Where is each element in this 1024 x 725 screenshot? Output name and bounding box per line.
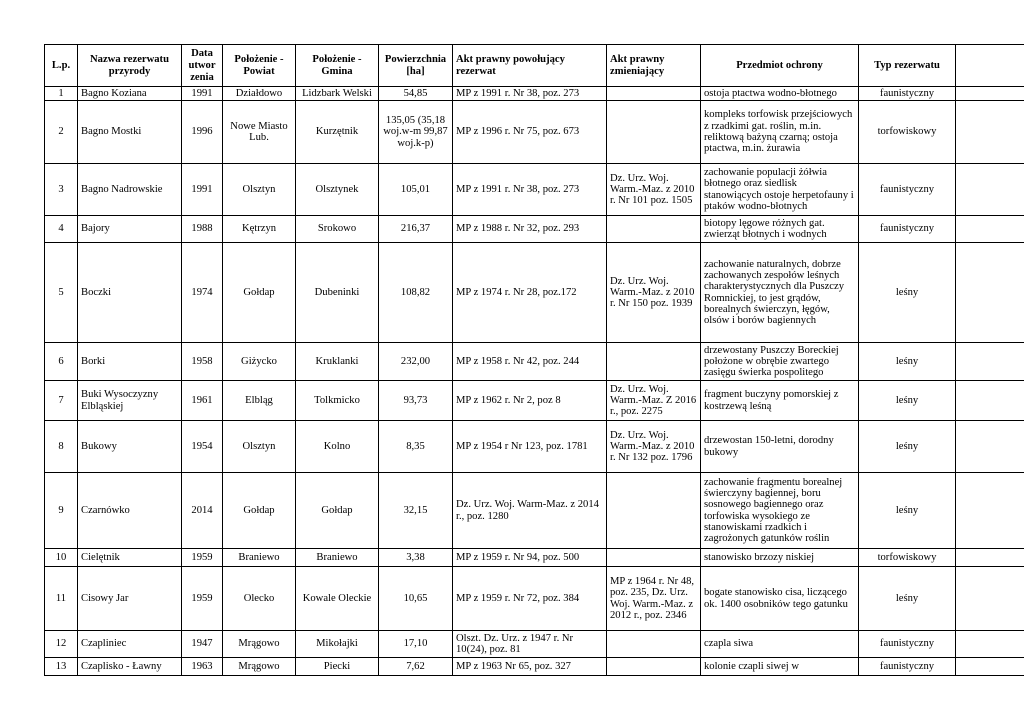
cell-data: 1963: [182, 658, 223, 676]
cell-lp: 3: [45, 164, 78, 216]
table-row: [45, 549, 1024, 567]
cell-przedmiot: fragment buczyny pomorskiej z kostrzewą leśną: [701, 381, 859, 421]
cell-nazwa: Bajory: [78, 216, 182, 243]
cell-przedmiot: bogate stanowisko cisa, liczącego ok. 1400 osobników tego gatunku: [701, 567, 859, 631]
cell-lp: 13: [45, 658, 78, 676]
cell-akt: MP z 1963 Nr 65, poz. 327: [453, 658, 607, 676]
cell-przedmiot: drzewostany Puszczy Boreckiej położone w obrębie zwartego zasięgu świerka pospolitego: [701, 343, 859, 381]
cell-extra: [956, 87, 1024, 101]
table-row: [45, 658, 1024, 676]
cell-extra: [956, 658, 1024, 676]
cell-akt: MP z 1991 r. Nr 38, poz. 273: [453, 164, 607, 216]
cell-akt-zmieniajacy: Dz. Urz. Woj. Warm.-Maz. z 2010 r. Nr 150 poz. 1939: [607, 243, 701, 343]
cell-gmina: Kurzętnik: [296, 101, 379, 164]
cell-nazwa: Buki Wysoczyzny Elbląskiej: [78, 381, 182, 421]
cell-typ: faunistyczny: [859, 658, 956, 676]
cell-gmina: Kowale Oleckie: [296, 567, 379, 631]
cell-powiat: Braniewo: [223, 549, 296, 567]
cell-akt: MP z 1958 r. Nr 42, poz. 244: [453, 343, 607, 381]
cell-akt-zmieniajacy: [607, 658, 701, 676]
cell-typ: leśny: [859, 473, 956, 549]
cell-extra: [956, 216, 1024, 243]
cell-nazwa: Czaplisko - Ławny: [78, 658, 182, 676]
cell-gmina: Mikołajki: [296, 631, 379, 658]
cell-extra: [956, 631, 1024, 658]
cell-przedmiot: zachowanie populacji żółwia błotnego oraz siedlisk stanowiących ostoje herpetofauny i ptaków wodno-błotnych: [701, 164, 859, 216]
cell-akt-zmieniajacy: Dz. Urz. Woj. Warm.-Maz. z 2010 r. Nr 132 poz. 1796: [607, 421, 701, 473]
header-akt: Akt prawny powołujący rezerwat: [453, 45, 607, 87]
header-przedmiot: Przedmiot ochrony: [701, 45, 859, 87]
cell-lp: 11: [45, 567, 78, 631]
header-powiat: Położenie - Powiat: [223, 45, 296, 87]
cell-lp: 4: [45, 216, 78, 243]
header-nazwa: Nazwa rezerwatu przyrody: [78, 45, 182, 87]
cell-akt-zmieniajacy: Dz. Urz. Woj. Warm.-Maz. Z 2016 r., poz. 2275: [607, 381, 701, 421]
header-powierzchnia: Powierzchnia [ha]: [379, 45, 453, 87]
cell-powierzchnia: 105,01: [379, 164, 453, 216]
reserves-table: [44, 44, 1024, 676]
cell-data: 1991: [182, 87, 223, 101]
cell-akt-zmieniajacy: [607, 216, 701, 243]
cell-lp: 2: [45, 101, 78, 164]
cell-powiat: Gołdap: [223, 243, 296, 343]
cell-przedmiot: kolonie czapli siwej w: [701, 658, 859, 676]
cell-extra: [956, 101, 1024, 164]
cell-powierzchnia: 93,73: [379, 381, 453, 421]
cell-akt: Dz. Urz. Woj. Warm-Maz. z 2014 r., poz. 1280: [453, 473, 607, 549]
cell-typ: torfowiskowy: [859, 549, 956, 567]
cell-gmina: Srokowo: [296, 216, 379, 243]
cell-powiat: Olsztyn: [223, 164, 296, 216]
cell-data: 1996: [182, 101, 223, 164]
cell-data: 1947: [182, 631, 223, 658]
cell-akt: MP z 1974 r. Nr 28, poz.172: [453, 243, 607, 343]
cell-przedmiot: zachowanie naturalnych, dobrze zachowanych zespołów leśnych charakterystycznych dla Puszczy Romnickiej, to jest grądów, borealnych świerczyn, łęgów, olsów i borów bagiennych: [701, 243, 859, 343]
cell-przedmiot: stanowisko brzozy niskiej: [701, 549, 859, 567]
cell-przedmiot: drzewostan 150-letni, dorodny bukowy: [701, 421, 859, 473]
table-row: [45, 87, 1024, 101]
cell-powierzchnia: 216,37: [379, 216, 453, 243]
cell-data: 1991: [182, 164, 223, 216]
cell-typ: faunistyczny: [859, 164, 956, 216]
cell-gmina: Tolkmicko: [296, 381, 379, 421]
cell-powierzchnia: 135,05 (35,18 woj.w-m 99,87 woj.k-p): [379, 101, 453, 164]
cell-powierzchnia: 108,82: [379, 243, 453, 343]
cell-extra: [956, 343, 1024, 381]
cell-extra: [956, 381, 1024, 421]
cell-nazwa: Czapliniec: [78, 631, 182, 658]
cell-nazwa: Boczki: [78, 243, 182, 343]
cell-gmina: Kruklanki: [296, 343, 379, 381]
cell-akt-zmieniajacy: [607, 549, 701, 567]
cell-powierzchnia: 7,62: [379, 658, 453, 676]
cell-gmina: Olsztynek: [296, 164, 379, 216]
table-row: [45, 101, 1024, 164]
cell-przedmiot: biotopy lęgowe różnych gat. zwierząt błotnych i wodnych: [701, 216, 859, 243]
cell-data: 1959: [182, 567, 223, 631]
cell-typ: torfowiskowy: [859, 101, 956, 164]
header-akt-zm: Akt prawny zmieniający: [607, 45, 701, 87]
cell-powierzchnia: 232,00: [379, 343, 453, 381]
cell-lp: 12: [45, 631, 78, 658]
table-body: [45, 87, 1024, 676]
cell-lp: 8: [45, 421, 78, 473]
cell-powierzchnia: 32,15: [379, 473, 453, 549]
header-extra: [956, 45, 1024, 87]
cell-akt-zmieniajacy: [607, 101, 701, 164]
cell-nazwa: Bagno Mostki: [78, 101, 182, 164]
cell-przedmiot: ostoja ptactwa wodno-błotnego: [701, 87, 859, 101]
cell-lp: 1: [45, 87, 78, 101]
cell-powiat: Gołdap: [223, 473, 296, 549]
cell-data: 1958: [182, 343, 223, 381]
cell-powiat: Elbląg: [223, 381, 296, 421]
cell-gmina: Lidzbark Welski: [296, 87, 379, 101]
cell-gmina: Dubeninki: [296, 243, 379, 343]
table-row: [45, 164, 1024, 216]
cell-akt-zmieniajacy: [607, 343, 701, 381]
cell-akt: MP z 1991 r. Nr 38, poz. 273: [453, 87, 607, 101]
cell-gmina: Piecki: [296, 658, 379, 676]
cell-lp: 6: [45, 343, 78, 381]
cell-lp: 5: [45, 243, 78, 343]
cell-lp: 10: [45, 549, 78, 567]
header-typ: Typ rezerwatu: [859, 45, 956, 87]
cell-typ: leśny: [859, 343, 956, 381]
cell-powiat: Mrągowo: [223, 631, 296, 658]
cell-przedmiot: czapla siwa: [701, 631, 859, 658]
cell-powierzchnia: 17,10: [379, 631, 453, 658]
cell-powierzchnia: 54,85: [379, 87, 453, 101]
cell-nazwa: Bagno Koziana: [78, 87, 182, 101]
cell-akt: Olszt. Dz. Urz. z 1947 r. Nr 10(24), poz. 81: [453, 631, 607, 658]
cell-extra: [956, 549, 1024, 567]
cell-typ: leśny: [859, 567, 956, 631]
cell-powierzchnia: 3,38: [379, 549, 453, 567]
cell-przedmiot: zachowanie fragmentu borealnej świerczyny bagiennej, boru sosnowego bagiennego oraz torfowiska wysokiego ze stanowiskami rzadkich i zagrożonych gatunków roślin: [701, 473, 859, 549]
cell-nazwa: Bagno Nadrowskie: [78, 164, 182, 216]
cell-data: 2014: [182, 473, 223, 549]
cell-typ: leśny: [859, 381, 956, 421]
cell-akt: MP z 1996 r. Nr 75, poz. 673: [453, 101, 607, 164]
cell-akt: MP z 1959 r. Nr 94, poz. 500: [453, 549, 607, 567]
cell-lp: 9: [45, 473, 78, 549]
cell-gmina: Braniewo: [296, 549, 379, 567]
cell-powiat: Giżycko: [223, 343, 296, 381]
cell-powiat: Olecko: [223, 567, 296, 631]
header-row: [45, 45, 1024, 87]
table-row: [45, 567, 1024, 631]
header-gmina: Położenie - Gmina: [296, 45, 379, 87]
cell-nazwa: Bukowy: [78, 421, 182, 473]
cell-powiat: Olsztyn: [223, 421, 296, 473]
table-row: [45, 381, 1024, 421]
table-row: [45, 421, 1024, 473]
header-data: Data utwor zenia: [182, 45, 223, 87]
cell-typ: faunistyczny: [859, 216, 956, 243]
cell-data: 1954: [182, 421, 223, 473]
cell-akt: MP z 1962 r. Nr 2, poz 8: [453, 381, 607, 421]
cell-akt: MP z 1959 r. Nr 72, poz. 384: [453, 567, 607, 631]
cell-nazwa: Cielętnik: [78, 549, 182, 567]
cell-akt-zmieniajacy: [607, 631, 701, 658]
cell-extra: [956, 473, 1024, 549]
table-row: [45, 243, 1024, 343]
table-row: [45, 216, 1024, 243]
cell-gmina: Gołdap: [296, 473, 379, 549]
cell-gmina: Kolno: [296, 421, 379, 473]
cell-data: 1988: [182, 216, 223, 243]
cell-powiat: Kętrzyn: [223, 216, 296, 243]
cell-typ: leśny: [859, 243, 956, 343]
cell-powierzchnia: 10,65: [379, 567, 453, 631]
cell-akt: MP z 1988 r. Nr 32, poz. 293: [453, 216, 607, 243]
cell-akt-zmieniajacy: Dz. Urz. Woj. Warm.-Maz. z 2010 r. Nr 101 poz. 1505: [607, 164, 701, 216]
cell-powierzchnia: 8,35: [379, 421, 453, 473]
table-row: [45, 473, 1024, 549]
cell-akt: MP z 1954 r Nr 123, poz. 1781: [453, 421, 607, 473]
cell-typ: faunistyczny: [859, 631, 956, 658]
cell-extra: [956, 164, 1024, 216]
table-row: [45, 343, 1024, 381]
cell-extra: [956, 567, 1024, 631]
cell-data: 1974: [182, 243, 223, 343]
cell-akt-zmieniajacy: [607, 87, 701, 101]
cell-akt-zmieniajacy: MP z 1964 r. Nr 48, poz. 235, Dz. Urz. Woj. Warm.-Maz. z 2012 r., poz. 2346: [607, 567, 701, 631]
header-lp: L.p.: [45, 45, 78, 87]
cell-data: 1959: [182, 549, 223, 567]
cell-data: 1961: [182, 381, 223, 421]
cell-przedmiot: kompleks torfowisk przejściowych z rzadkimi gat. roślin, m.in. reliktową bażyną czarną; ostoja ptactwa, m.in. żurawia: [701, 101, 859, 164]
cell-typ: leśny: [859, 421, 956, 473]
cell-extra: [956, 421, 1024, 473]
cell-akt-zmieniajacy: [607, 473, 701, 549]
cell-typ: faunistyczny: [859, 87, 956, 101]
cell-nazwa: Czarnówko: [78, 473, 182, 549]
cell-nazwa: Borki: [78, 343, 182, 381]
cell-powiat: Mrągowo: [223, 658, 296, 676]
cell-lp: 7: [45, 381, 78, 421]
cell-powiat: Działdowo: [223, 87, 296, 101]
cell-powiat: Nowe Miasto Lub.: [223, 101, 296, 164]
cell-nazwa: Cisowy Jar: [78, 567, 182, 631]
cell-extra: [956, 243, 1024, 343]
table-row: [45, 631, 1024, 658]
